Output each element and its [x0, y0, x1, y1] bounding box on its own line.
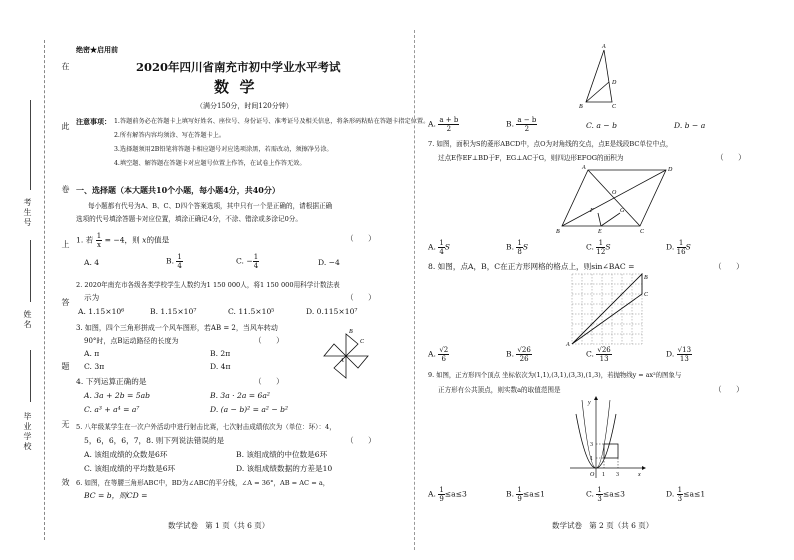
seal-line: [44, 40, 45, 540]
exam-title: 2020年四川省南充市初中学业水平考试: [136, 60, 341, 74]
field-school: 毕业学校: [23, 412, 32, 452]
exam-meta: （满分150分，时间120分钟）: [196, 102, 293, 110]
q9-option-d: D. $\frac{1}{3}$ ≤a≤1: [666, 486, 706, 503]
q8-label: A: [566, 342, 570, 348]
q2-option-b: B. 1.15×10⁷: [150, 307, 197, 316]
q4-option-a: A. 3a + 2b = 5ab: [84, 391, 150, 400]
q6-option-a: A. $\frac{a + b}{2}$: [428, 116, 459, 133]
section-intro: 每小题都有代号为A、B、C、D四个答案选项，其中只有一个是正确的，请根据正确: [88, 202, 333, 210]
q5-stem: 5. 八年级某学生在一次户外活动中进行射击比赛，七次射击成绩依次为（单位：环）：4，: [76, 423, 336, 431]
seal-char: 在: [61, 62, 70, 72]
parabola-figure: [566, 396, 646, 480]
answer-paren: （ ）: [714, 385, 744, 394]
q3-stem: 90°时，点B运动路径的长度为: [84, 337, 179, 345]
q7-label-e: E: [598, 229, 602, 235]
q9-option-a: A. $\frac{1}{9}$ ≤a≤3: [428, 486, 467, 503]
section-intro: 选项的代号填涂答题卡对应位置，填涂正确记4分，不涂、错涂或多涂记0分。: [76, 215, 302, 223]
q7-option-c: C. $\frac{1}{12}$ S: [586, 239, 611, 256]
q7-label-c: C: [640, 229, 645, 235]
q3-option-b: B. 2π: [210, 349, 231, 358]
seal-char: 答: [61, 298, 70, 308]
q7-label-f: F: [590, 208, 594, 214]
answer-paren: （ ）: [254, 377, 284, 386]
q1-option-c: C. − $\frac{1}{4}$: [236, 253, 259, 270]
q6-label-a: A: [602, 44, 606, 50]
note-item: 3.选择题须用2B铅笔将答题卡相应题号对应选项涂黑，若需改动，须擦净另涂。: [114, 146, 333, 153]
seal-char: 卷: [61, 185, 70, 195]
q4-stem: 4. 下列运算正确的是: [76, 377, 147, 386]
answer-paren: （ ）: [346, 436, 376, 445]
q4-option-b: B. 3a · 2a = 6a²: [210, 391, 270, 400]
field-line: [30, 100, 31, 190]
q4-option-d: D. (a − b)² = a² − b²: [210, 405, 289, 414]
q2-option-c: C. 11.5×10⁵: [228, 307, 275, 316]
q7-option-d: D. $\frac{1}{16}$ S: [666, 239, 691, 256]
q9-tick-x3: 3: [616, 472, 619, 478]
answer-paren: （ ）: [254, 336, 284, 345]
q8-stem: 8. 如图，点A，B，C在正方形网格的格点上，则sin∠BAC =: [428, 262, 635, 271]
q9-option-c: C. $\frac{1}{3}$ ≤a≤3: [586, 486, 625, 503]
q8-option-b: B. $\frac{√26}{26}$: [506, 346, 531, 363]
note-item: 1.答题前务必在答题卡上填写好姓名、座位号、身份证号、准考证号及相关信息，将条形码粘贴在答题卡指定位置。: [114, 118, 430, 125]
field-line: [30, 350, 31, 402]
q9-stem: 正方形有公共顶点，则实数a的取值范围是: [438, 386, 561, 394]
footer-page-1: 数学试卷 第 1 页（共 6 页）: [168, 521, 270, 530]
q2-stem: 2. 2020年南充市各级各类学校学生人数约为1 150 000人，将1 150 000用科学计数法表: [76, 281, 340, 289]
q3-label-c: C: [360, 339, 365, 345]
q5-option-c: C. 该组成绩的平均数是6环: [84, 464, 176, 473]
seal-char: 无: [61, 420, 70, 430]
q9-label-x: x: [638, 472, 641, 478]
q4-option-c: C. a³ + a⁴ = a⁷: [84, 405, 140, 414]
q8-option-a: A. $\frac{√2}{6}$: [428, 346, 449, 363]
q8-option-d: D. $\frac{√13}{13}$: [666, 346, 692, 363]
q3-option-a: A. π: [84, 349, 100, 358]
triangle-figure: [576, 42, 626, 110]
q2-stem: 示为: [84, 293, 100, 302]
answer-paren: （ ）: [716, 153, 746, 162]
note-item: 4.填空题、解答题在答题卡对应题号位置上作答，在试卷上作答无效。: [114, 160, 306, 167]
q7-label-d: D: [668, 167, 673, 173]
q7-option-b: B. $\frac{1}{8}$ S: [506, 239, 529, 256]
q5-option-d: D. 该组成绩数据的方差是10: [236, 464, 333, 473]
q5-stem: 5，6，6，6，7，8. 则下列说法错误的是: [84, 436, 225, 445]
q8-label: C: [644, 292, 649, 298]
subject-title: 数 学: [214, 78, 255, 96]
answer-paren: （ ）: [346, 293, 376, 302]
q6-label-c: C: [612, 104, 617, 110]
q3-label-a: A: [340, 358, 344, 364]
q1-fraction: $\frac{1}{x}$: [96, 232, 102, 249]
q5-option-a: A. 该组成绩的众数是6环: [84, 450, 168, 459]
q9-label-o: O: [590, 472, 595, 478]
q7-label-a: A: [582, 165, 586, 171]
seal-char: 上: [61, 240, 70, 250]
q6-stem: 6. 如图，在等腰三角形ABC中，BD为∠ABC的平分线，∠A = 36°，AB = AC = a，: [76, 479, 330, 487]
note-item: 2.所有解答内容均须涂、写在答题卡上。: [114, 132, 226, 139]
q7-option-a: A. $\frac{1}{4}$ S: [428, 239, 450, 256]
q7-label-g: G: [620, 208, 625, 214]
q6-option-b: B. $\frac{a - b}{2}$: [506, 116, 537, 133]
seal-char: 此: [61, 122, 70, 132]
section-title: 一、选择题（本大题共10个小题，每小题4分，共40分）: [76, 185, 280, 195]
q3-stem: 3. 如图，四个三角形拼成一个风车图形，若AB = 2，当风车转动: [76, 324, 278, 332]
q1-option-b: B. $\frac{1}{4}$: [166, 253, 182, 270]
q7-label-b: B: [556, 229, 560, 235]
q9-tick-y1: 1: [590, 456, 593, 462]
q9-tick-x1: 1: [602, 472, 605, 478]
seal-char: 题: [61, 362, 70, 372]
q6-label-d: D: [612, 80, 617, 86]
footer-page-2: 数学试卷 第 2 页（共 6 页）: [552, 521, 654, 530]
q1-option-a: A. 4: [84, 258, 100, 267]
q1-stem: 1. 若 $\frac{1}{x}$ = −4，则 x的值是: [76, 232, 170, 249]
field-line: [30, 240, 31, 302]
q2-option-d: D. 0.115×10⁷: [306, 307, 358, 316]
page-divider: [414, 30, 416, 550]
q7-label-o: O: [612, 190, 617, 196]
q5-option-b: B. 该组成绩的中位数是6环: [236, 450, 328, 459]
seal-char: 效: [61, 478, 70, 488]
q3-option-c: C. 3π: [84, 362, 105, 371]
q3-label-b: B: [349, 329, 353, 335]
q8-option-c: C. $\frac{√26}{13}$: [586, 346, 611, 363]
answer-paren: （ ）: [346, 234, 376, 243]
q6-stem: BC = b，则CD =: [84, 491, 148, 500]
q2-option-a: A. 1.15×10⁶: [78, 307, 125, 316]
notes-label: 注意事项：: [76, 117, 111, 126]
q1-option-d: D. −4: [318, 258, 340, 267]
q8-label: B: [644, 275, 648, 281]
q7-stem: 7. 如图，面积为S的菱形ABCD中，点O为对角线的交点，点E是线段BC单位中点，: [428, 140, 673, 148]
windmill-figure: [306, 326, 386, 386]
q6-label-b: B: [579, 104, 583, 110]
field-name: 姓名: [23, 310, 32, 330]
triangle-abc: [572, 274, 642, 344]
q3-option-d: D. 4π: [210, 362, 231, 371]
q6-option-c: C. a − b: [586, 121, 617, 130]
q6-option-d: D. b − a: [674, 121, 706, 130]
q9-stem: 9. 如图，正方形四个顶点 坐标依次为(1,1),(3,1),(3,3),(1,3)，若抛物线y = ax²的图象与: [428, 371, 682, 379]
field-exam-number: 考生号: [23, 198, 32, 228]
secret-label: 绝密★启用前: [76, 45, 118, 54]
rhombus-figure: [556, 164, 673, 235]
q9-label-y: y: [588, 400, 591, 406]
grid-figure: [566, 272, 649, 348]
q9-tick-y3: 3: [590, 442, 593, 448]
answer-paren: （ ）: [714, 262, 744, 271]
q9-option-b: B. $\frac{1}{9}$ ≤a≤1: [506, 486, 545, 503]
q7-stem: 过点E作EF⊥BD于F，EG⊥AC于G，则四边形EFOG的面积为: [438, 154, 624, 162]
